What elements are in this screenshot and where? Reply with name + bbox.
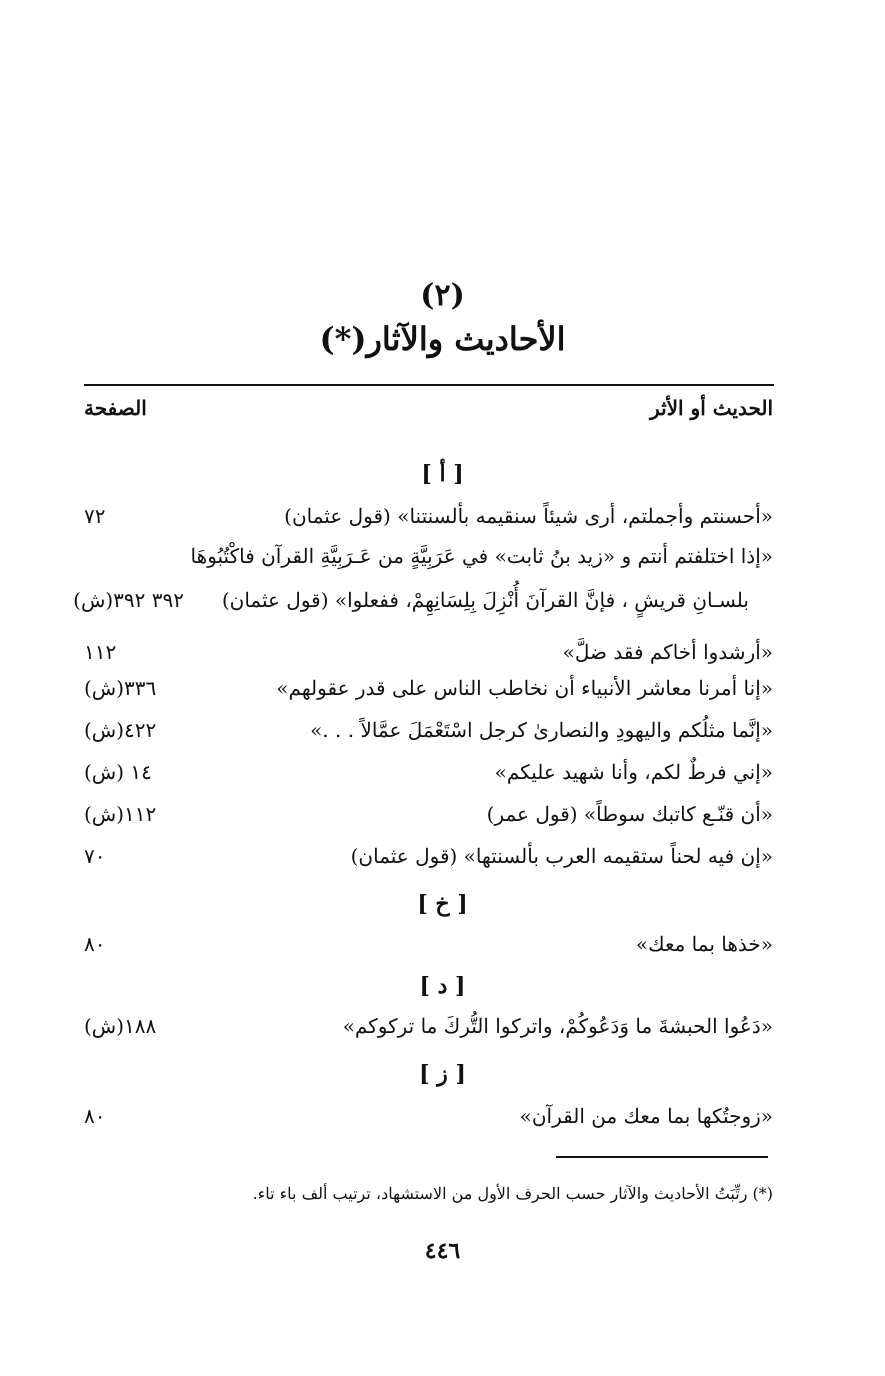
footnote: (*) رتِّبَتُ الأحاديث والآثار حسب الحرف الأول من الاستشهاد، ترتيب ألف باء تاء. <box>252 1184 773 1203</box>
table-row <box>84 712 773 752</box>
table-row <box>73 582 773 622</box>
section-letter-alif: [ أ ] <box>421 461 464 487</box>
appendix-number: (٢) <box>420 278 465 313</box>
hadith-text-continuation: بلسـانِ قريشٍ ، فإنَّ القرآنَ أُنْزِلَ بِلِسَانِهِمْ، ففعلوا» (قول عثمان) <box>221 588 749 612</box>
table-row <box>84 1098 773 1138</box>
hadith-text: «خذها بما معك» <box>635 932 773 956</box>
page-number-folio: ٤٤٦ <box>424 1238 461 1264</box>
section-letter-kha: [ خ ] <box>417 891 468 917</box>
table-row <box>84 498 773 538</box>
hadith-text: «أحسنتم وأجملتم، أرى شيئاً سنقيمه بألسنتنا» (قول عثمان) <box>284 504 773 528</box>
page-number: ٨٠ <box>84 932 106 956</box>
table-row <box>84 670 773 710</box>
hadith-text: «إن فيه لحناً ستقيمه العرب بألسنتها» (قول عثمان) <box>350 844 773 868</box>
hadith-text: «أن قنّـع كاتبك سوطاً» (قول عمر) <box>486 802 773 826</box>
hadith-text: «دَعُوا الحبشةَ ما وَدَعُوكُمْ، واتركوا التُّركَ ما تركوكم» <box>342 1014 773 1038</box>
table-row <box>84 1008 773 1048</box>
footnote-rule <box>556 1156 768 1158</box>
page-number: ١٤ (ش) <box>84 760 152 784</box>
hadith-text: «إنَّما مثلُكم واليهودِ والنصارىٰ كرجل اسْتَعْمَلَ عمَّالاً . . .» <box>310 718 773 742</box>
page-title: الأحاديث والآثار(*) <box>319 320 566 358</box>
table-row <box>84 754 773 794</box>
hadith-text: «إذا اختلفتم أنتم و «زيد بنُ ثابت» في عَرَبِيَّةٍ من عَـرَبِيَّةِ القرآن فاكْتُبُوهَا <box>190 544 773 568</box>
page-number: ٨٠ <box>84 1104 106 1128</box>
column-header-page: الصفحة <box>84 396 147 420</box>
page-number: ٣٩٢ ٣٩٢(ش) <box>73 588 184 612</box>
hadith-text: «زوجتُكها بما معك من القرآن» <box>519 1104 773 1128</box>
hadith-text: «إنا أمرنا معاشر الأنبياء أن نخاطب الناس على قدر عقولهم» <box>276 676 773 700</box>
table-row <box>84 538 773 578</box>
section-letter-dal: [ د ] <box>419 973 466 999</box>
page-number: ٤٢٢(ش) <box>84 718 157 742</box>
page-number: ١١٢ <box>84 640 117 664</box>
header-rule <box>84 384 774 386</box>
page-number: ٧٢ <box>84 504 106 528</box>
page-number: ٧٠ <box>84 844 106 868</box>
hadith-text: «أرشدوا أخاكم فقد ضلَّ» <box>562 640 773 664</box>
section-letter-zay: [ ز ] <box>419 1061 466 1087</box>
table-row <box>84 796 773 836</box>
table-row <box>84 838 773 878</box>
page-number: ٣٣٦(ش) <box>84 676 157 700</box>
column-header-hadith: الحديث أو الأثر <box>650 396 773 420</box>
page-number: ١١٢(ش) <box>84 802 157 826</box>
table-row <box>84 634 773 674</box>
page-number: ١٨٨(ش) <box>84 1014 157 1038</box>
table-row <box>84 926 773 966</box>
hadith-text: «إني فرطٌ لكم، وأنا شهيد عليكم» <box>494 760 773 784</box>
